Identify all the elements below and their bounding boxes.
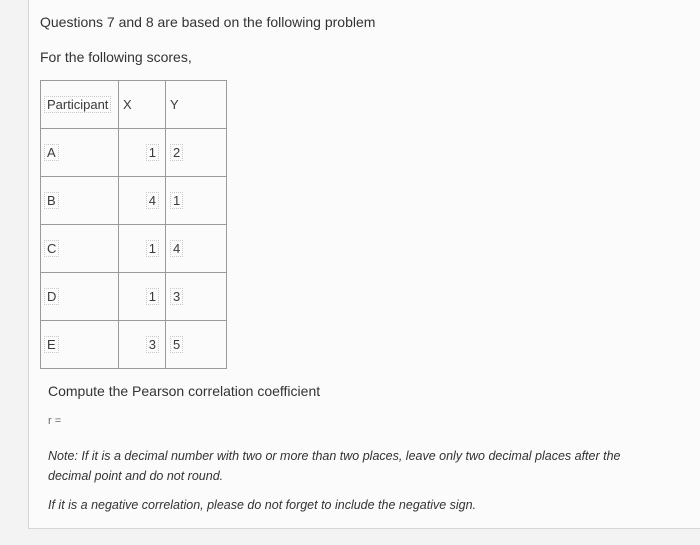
answer-row (48, 414, 155, 428)
x-cell: 1 (119, 273, 166, 321)
question-heading: Questions 7 and 8 are based on the following problem (40, 14, 376, 30)
x-cell: 4 (119, 177, 166, 225)
rounding-note: Note: If it is a decimal number with two or more than two places, leave only two decimal places after the decimal point and do not round. (48, 449, 621, 483)
participant-cell: D (41, 273, 119, 321)
participant-cell: E (41, 321, 119, 369)
participant-cell: A (41, 129, 119, 177)
answer-input[interactable] (65, 414, 155, 428)
table-row (41, 273, 227, 321)
table-row (41, 225, 227, 273)
question-prompt: Compute the Pearson correlation coefficient (48, 383, 321, 399)
table-row (41, 177, 227, 225)
x-cell: 3 (119, 321, 166, 369)
table-row (41, 321, 227, 369)
problem-intro: For the following scores, (40, 49, 192, 65)
participant-cell: C (41, 225, 119, 273)
participant-cell: B (41, 177, 119, 225)
header-y: Y (166, 81, 227, 129)
sign-note: If it is a negative correlation, please do not forget to include the negative sign. (48, 498, 477, 512)
scores-table (40, 80, 227, 369)
y-cell: 4 (166, 225, 227, 273)
y-cell: 1 (166, 177, 227, 225)
table-header-row (41, 81, 227, 129)
y-cell: 2 (166, 129, 227, 177)
answer-label: r = (48, 415, 62, 427)
y-cell: 5 (166, 321, 227, 369)
table-row (41, 129, 227, 177)
x-cell: 1 (119, 225, 166, 273)
x-cell: 1 (119, 129, 166, 177)
header-participant: Participant (41, 81, 119, 129)
header-x: X (119, 81, 166, 129)
y-cell: 3 (166, 273, 227, 321)
